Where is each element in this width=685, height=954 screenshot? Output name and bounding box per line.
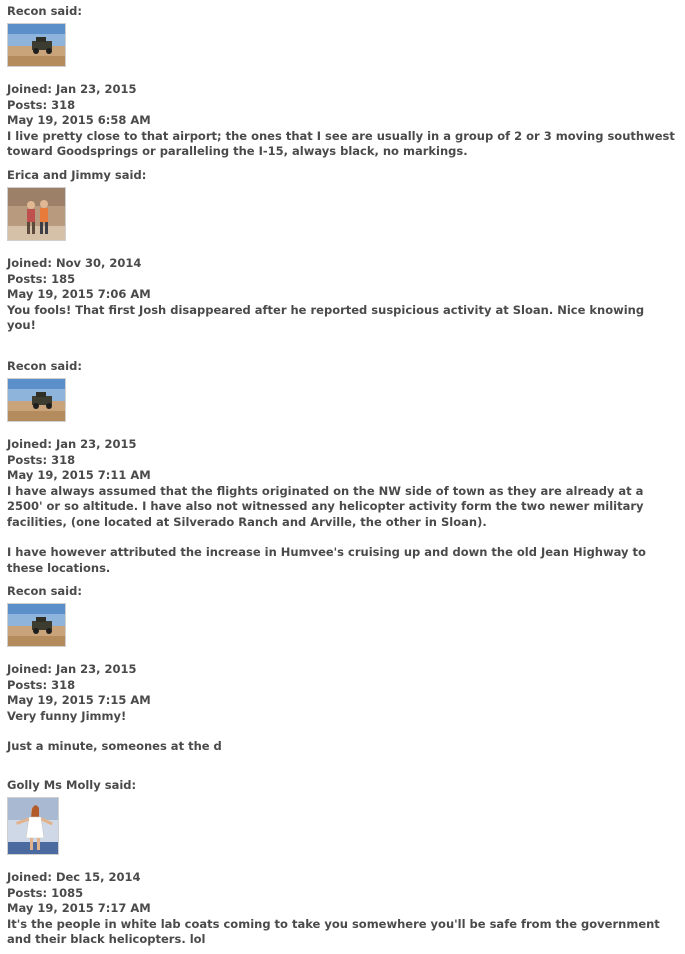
post-author[interactable]: Golly Ms Molly said: <box>7 778 137 792</box>
post-timestamp: May 19, 2015 6:58 AM <box>7 113 151 127</box>
avatar[interactable] <box>7 187 66 241</box>
avatar-woman-image <box>8 798 59 855</box>
avatar-hikers-image <box>8 188 66 241</box>
post-timestamp: May 19, 2015 7:06 AM <box>7 287 151 301</box>
post-author[interactable]: Erica and Jimmy said: <box>7 168 147 182</box>
avatar[interactable] <box>7 603 66 647</box>
post-joined-date: Joined: Jan 23, 2015 <box>7 82 137 96</box>
post-body: I live pretty close to that airport; the ones that I see are usually in a group of 2 or 3 moving southwest toward Goodsprings or paralleling the I-15, always black, no markings. <box>7 128 679 158</box>
post-count: Posts: 318 <box>7 452 76 467</box>
post-count: Posts: 318 <box>7 677 76 692</box>
forum-post <box>7 359 675 576</box>
avatar-humvee-image <box>8 379 66 422</box>
post-count: Posts: 1085 <box>7 885 84 900</box>
post-joined-date: Joined: Jan 23, 2015 <box>7 662 137 676</box>
post-body: I have however attributed the increase in Humvee's cruising up and down the old Jean Highway to these locations. <box>7 545 650 575</box>
avatar[interactable] <box>7 797 59 855</box>
post-joined-date: Joined: Dec 15, 2014 <box>7 870 141 884</box>
post-count: Posts: 185 <box>7 271 76 286</box>
post-body: Very funny Jimmy! <box>7 708 127 723</box>
forum-post <box>7 168 675 334</box>
post-body: It's the people in white lab coats coming to take you somewhere you'll be safe from the government and their black helicopters. lol <box>7 916 664 946</box>
forum-post <box>7 778 675 948</box>
post-author[interactable]: Recon said: <box>7 359 82 373</box>
post-count: Posts: 318 <box>7 97 76 112</box>
forum-post <box>7 584 675 755</box>
post-joined-date: Joined: Jan 23, 2015 <box>7 437 137 451</box>
post-body: Just a minute, someones at the d <box>7 739 222 753</box>
avatar[interactable] <box>7 23 66 67</box>
avatar[interactable] <box>7 378 66 422</box>
post-timestamp: May 19, 2015 7:17 AM <box>7 901 151 915</box>
post-body: I have always assumed that the flights originated on the NW side of town as they are already at a 2500' or so altitude. I have also not witnessed any helicopter activity form the two newer military facilities, (one located at Silverado Ranch and Arville, the other in Sloan). <box>7 483 648 529</box>
post-timestamp: May 19, 2015 7:15 AM <box>7 693 151 707</box>
post-timestamp: May 19, 2015 7:11 AM <box>7 468 151 482</box>
post-joined-date: Joined: Nov 30, 2014 <box>7 256 142 270</box>
avatar-humvee-image <box>8 604 66 647</box>
post-author[interactable]: Recon said: <box>7 584 82 598</box>
post-author[interactable]: Recon said: <box>7 4 82 18</box>
avatar-humvee-image <box>8 24 66 67</box>
post-body: You fools! That first Josh disappeared after he reported suspicious activity at Sloan. Nice knowing you! <box>7 302 649 332</box>
forum-post <box>7 4 679 160</box>
